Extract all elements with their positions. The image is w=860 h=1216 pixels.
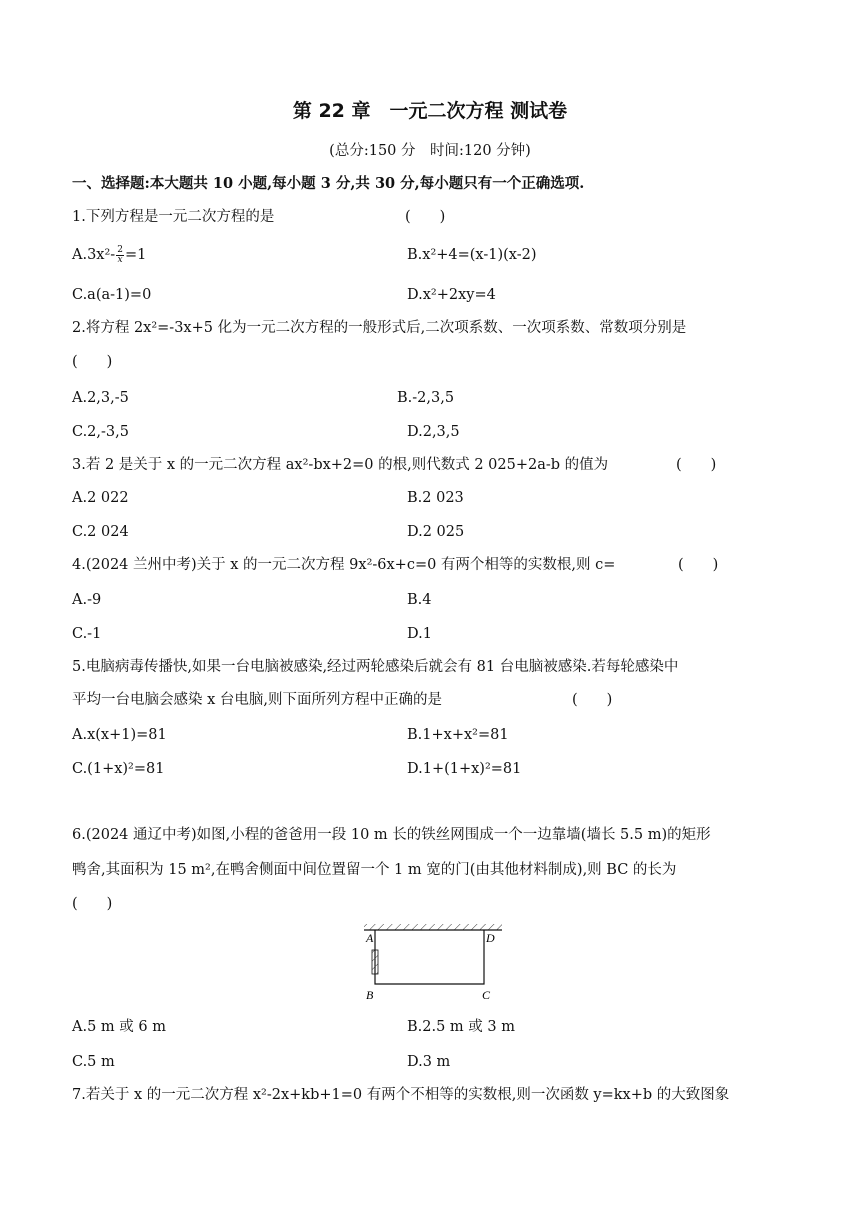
question-3-option-c: C.2 024 — [72, 524, 129, 540]
question-2-stem: 2.将方程 2x²=-3x+5 化为一元二次方程的一般形式后,二次项系数、一次项系数、常数项分别是 — [72, 320, 687, 336]
question-4-option-a: A.-9 — [72, 592, 102, 608]
question-4-option-c: C.-1 — [72, 626, 102, 642]
wall-hatching — [364, 924, 502, 930]
question-3-option-b: B.2 023 — [407, 490, 464, 506]
fraction — [116, 246, 124, 265]
question-1-option-d: D.x²+2xy=4 — [407, 287, 496, 303]
question-6-option-c: C.5 m — [72, 1054, 115, 1070]
section-heading: 一、选择题:本大题共 10 小题,每小题 3 分,共 30 分,每小题只有一个正确选项. — [72, 175, 585, 192]
question-7-stem: 7.若关于 x 的一元二次方程 x²-2x+kb+1=0 有两个不相等的实数根,则一次函数 y=kx+b 的大致图象 — [72, 1087, 730, 1103]
question-6-stem-line-2: 鸭舍,其面积为 15 m²,在鸭舍侧面中间位置留一个 1 m 宽的门(由其他材料制成),则 BC 的长为 — [72, 862, 677, 878]
question-6-stem-line-1: 6.(2024 通辽中考)如图,小程的爸爸用一段 10 m 长的铁丝网围成一个一边靠墙(墙长 5.5 m)的矩形 — [72, 827, 711, 843]
question-6-option-b: B.2.5 m 或 3 m — [407, 1019, 515, 1035]
label-b: B — [366, 988, 374, 1002]
question-2-option-b: B.-2,3,5 — [397, 390, 455, 406]
question-1-stem: 1.下列方程是一元二次方程的是 — [72, 209, 275, 225]
question-6-blank: ( ) — [72, 896, 113, 912]
question-6-option-a: A.5 m 或 6 m — [72, 1019, 166, 1035]
question-2-blank: ( ) — [72, 354, 113, 370]
question-1-blank: ( ) — [405, 209, 446, 225]
question-3-stem: 3.若 2 是关于 x 的一元二次方程 ax²-bx+2=0 的根,则代数式 2 025+2a-b 的值为 — [72, 457, 609, 473]
duck-shed-figure — [360, 922, 510, 1004]
option-a-suffix: =1 — [124, 247, 147, 263]
fraction-denominator: x — [117, 254, 123, 265]
question-5-option-a: A.x(x+1)=81 — [72, 727, 167, 743]
question-4-stem: 4.(2024 兰州中考)关于 x 的一元二次方程 9x²-6x+c=0 有两个相等的实数根,则 c= — [72, 557, 616, 573]
question-2-option-d: D.2,3,5 — [407, 424, 460, 440]
question-3-option-a: A.2 022 — [72, 490, 129, 506]
question-3-option-d: D.2 025 — [407, 524, 465, 540]
question-1-option-b: B.x²+4=(x-1)(x-2) — [407, 247, 537, 263]
question-5-blank: ( ) — [572, 692, 613, 708]
question-4-option-d: D.1 — [407, 626, 432, 642]
page-title: 第 22 章 一元二次方程 测试卷 — [292, 100, 568, 122]
label-a: A — [366, 931, 374, 945]
fence-outline — [375, 930, 484, 984]
question-1-option-a — [72, 245, 146, 265]
question-1-option-c: C.a(a-1)=0 — [72, 287, 152, 303]
fraction-numerator: 2 — [117, 244, 123, 255]
question-5-option-b: B.1+x+x²=81 — [407, 727, 509, 743]
option-a-prefix: A.3x²- — [72, 247, 116, 263]
question-2-option-a: A.2,3,-5 — [72, 390, 129, 406]
question-2-option-c: C.2,-3,5 — [72, 424, 129, 440]
question-5-stem-line-1: 5.电脑病毒传播快,如果一台电脑被感染,经过两轮感染后就会有 81 台电脑被感染.若每轮感染中 — [72, 659, 679, 675]
question-4-option-b: B.4 — [407, 592, 432, 608]
question-6-option-d: D.3 m — [407, 1054, 451, 1070]
question-5-option-c: C.(1+x)²=81 — [72, 761, 165, 777]
question-4-blank: ( ) — [678, 557, 719, 573]
label-d: D — [486, 931, 495, 945]
page-subtitle: (总分:150 分 时间:120 分钟) — [329, 143, 531, 159]
question-3-blank: ( ) — [676, 457, 717, 473]
label-c: C — [482, 988, 491, 1002]
door-marker — [372, 950, 378, 974]
question-5-option-d: D.1+(1+x)²=81 — [407, 761, 522, 777]
question-5-stem-line-2: 平均一台电脑会感染 x 台电脑,则下面所列方程中正确的是 — [72, 692, 443, 708]
